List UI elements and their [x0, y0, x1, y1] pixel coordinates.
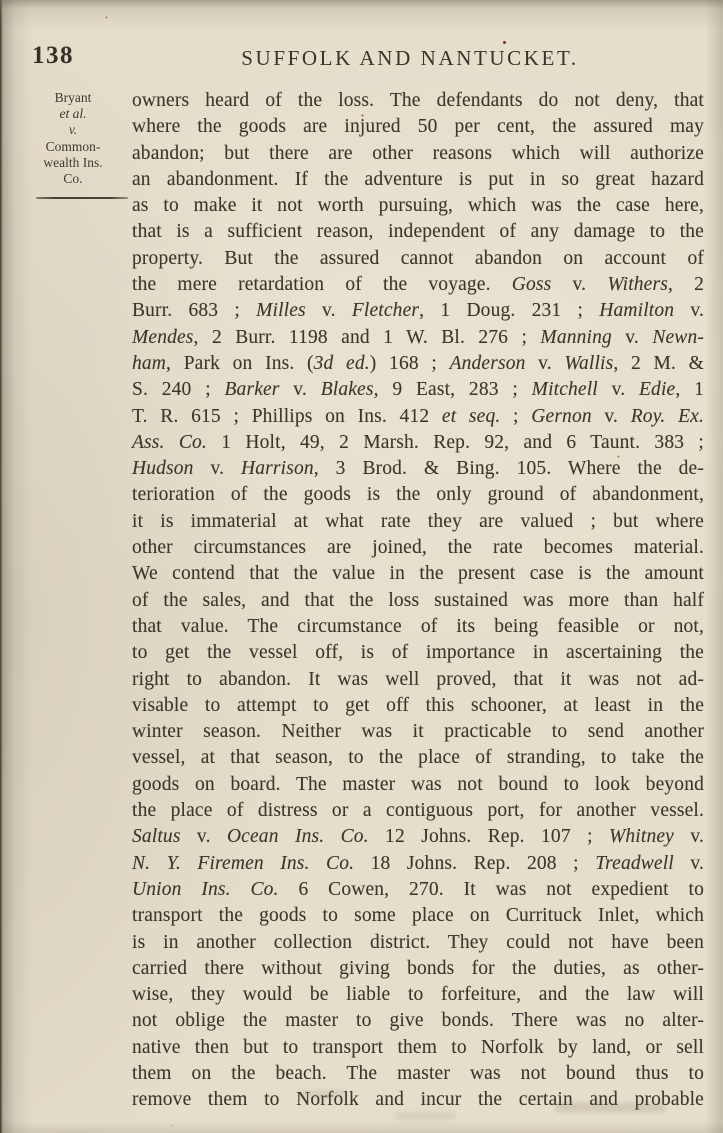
body-line: Saltus v. Ocean Ins. Co. 12 Johns. Rep. 107 ; Whitney v.: [132, 826, 704, 848]
body-line: terioration of the goods is the only ground of abandonment,: [132, 484, 704, 506]
body-line: Burr. 683 ; Milles v. Fletcher, 1 Doug. 231 ; Hamilton v.: [132, 300, 704, 322]
body-line: the place of distress or a contiguous port, for another vessel.: [132, 800, 704, 822]
body-line: Union Ins. Co. 6 Cowen, 270. It was not expedient to: [132, 878, 704, 900]
margin-note-line: v.: [68, 122, 78, 138]
body-line: abandon; but there are other reasons which will authorize: [132, 142, 704, 164]
ink-bleed-through: [300, 1090, 346, 1098]
body-line: winter season. Neither was it practicable to send another: [132, 721, 704, 743]
body-line: where the goods are injured 50 per cent, the assured may: [132, 116, 704, 138]
body-line: goods on board. The master was not bound to look beyond: [132, 773, 704, 795]
body-line: T. R. 615 ; Phillips on Ins. 412 et seq. ; Gernon v. Roy. Ex.: [132, 405, 704, 427]
page-number: 138: [32, 42, 74, 69]
ink-bleed-through: [555, 1103, 665, 1112]
body-line: not oblige the master to give bonds. There was no alter-: [132, 1010, 704, 1032]
body-line: transport the goods to some place on Currituck Inlet, which: [132, 905, 704, 927]
margin-note-line: Bryant: [54, 90, 92, 105]
body-line: it is immaterial at what rate they are valued ; but where: [132, 510, 704, 532]
ink-bleed-through: [395, 1112, 455, 1120]
body-line: native then but to transport them to Norfolk by land, or sell: [132, 1036, 704, 1058]
body-line: other circumstances are joined, the rate becomes material.: [132, 537, 704, 559]
body-line: them on the beach. The master was not bound thus to: [132, 1062, 704, 1084]
body-line: to get the vessel off, is of importance in ascertaining the: [132, 642, 704, 664]
margin-note-case-caption: [16, 90, 130, 187]
body-line: an abandonment. If the adventure is put in so great hazard: [132, 168, 704, 190]
body-line: owners heard of the loss. The defendants do not deny, that: [132, 90, 704, 111]
body-line: vessel, at that season, to the place of stranding, to take the: [132, 747, 704, 769]
body-line: as to make it not worth pursuing, which was the case here,: [132, 195, 704, 217]
body-line: Hudson v. Harrison, 3 Brod. & Bing. 105. Where the de-: [132, 458, 704, 480]
body-line: of the sales, and that the loss sustained was more than half: [132, 589, 704, 611]
body-line: the mere retardation of the voyage. Goss v. Withers, 2: [132, 274, 705, 296]
body-line: carried there without giving bonds for the duties, as other-: [132, 957, 704, 979]
body-line: is in another collection district. They could not have been: [132, 931, 704, 953]
margin-note-rule: [36, 197, 128, 199]
margin-note-line: Co.: [63, 171, 83, 187]
margin-note-line: wealth Ins.: [43, 154, 103, 170]
body-line: property. But the assured cannot abandon on account of: [132, 247, 704, 269]
body-line: that value. The circumstance of its being feasible or not,: [132, 615, 704, 637]
body-line: N. Y. Firemen Ins. Co. 18 Johns. Rep. 208 ; Treadwell v.: [132, 852, 705, 874]
margin-note-line: et al.: [59, 106, 87, 122]
body-text: [132, 88, 704, 1114]
margin-note-line: Common-: [45, 138, 101, 154]
body-line: right to abandon. It was well proved, that it was not ad-: [132, 668, 704, 690]
body-line: wise, they would be liable to forfeiture, and the law will: [132, 984, 704, 1006]
body-line: We contend that the value in the present case is the amount: [132, 563, 704, 585]
body-line: Mendes, 2 Burr. 1198 and 1 W. Bl. 276 ; Manning v. Newn-: [132, 326, 704, 348]
body-line: that is a sufficient reason, independent of any damage to the: [132, 221, 704, 243]
body-line: S. 240 ; Barker v. Blakes, 9 East, 283 ; Mitchell v. Edie, 1: [132, 379, 705, 401]
body-line: ham, Park on Ins. (3d ed.) 168 ; Anderson v. Wallis, 2 M. &: [132, 352, 704, 374]
running-head: SUFFOLK AND NANTUCKET.: [241, 46, 579, 70]
body-line: remove them to Norfolk and incur the certain and probable: [132, 1089, 704, 1111]
body-line: Ass. Co. 1 Holt, 49, 2 Marsh. Rep. 92, and 6 Taunt. 383 ;: [132, 431, 704, 453]
body-line: visable to attempt to get off this schooner, at least in the: [132, 694, 704, 716]
paper-speckles: [0, 0, 3, 3]
